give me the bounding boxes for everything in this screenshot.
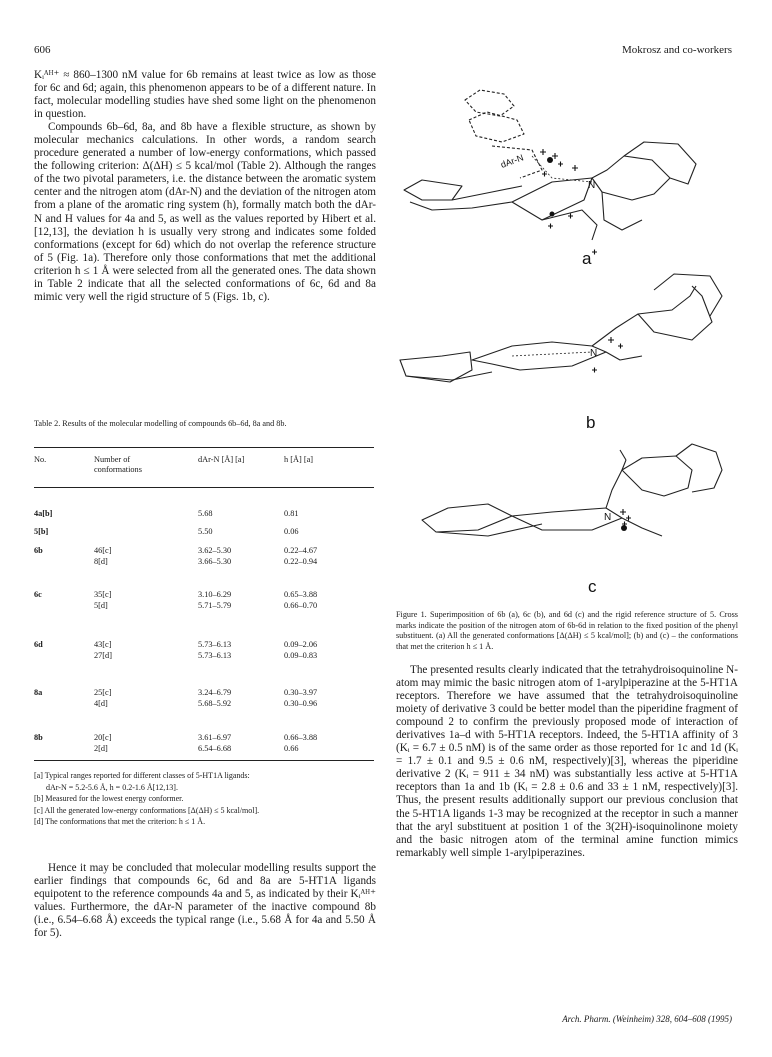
table-rule-mid	[34, 487, 374, 488]
table-cell-n: 8[d]	[94, 557, 108, 566]
table-cell-h: 0.66–3.88	[284, 733, 318, 742]
table-cell-n: 27[d]	[94, 651, 112, 660]
footnote-b: [b] Measured for the lowest energy conformer.	[34, 794, 184, 803]
paragraph-conclusion: Hence it may be concluded that molecular modelling results support the earlier findings that compounds 6c, 6d and 8a are 5-HT1A ligands equipotent to the reference compounds 4a and 5, as indicated by their Kᵢᴬᴴ⁺ values. Furthermore, the dAr-N parameter of the inactive compound 8b (i.e., 6.54–6.68 Å) exceeds the typical range (i.e., 5.68 Å for 4a and 5.50 Å for 5).	[34, 862, 376, 940]
panel-b-structures	[400, 274, 722, 382]
table-cell-n: 35[c]	[94, 590, 112, 599]
table-cell-h: 0.30–0.96	[284, 699, 318, 708]
footnote-c: [c] All the generated low-energy conformations [Δ(ΔH) ≤ 5 kcal/mol].	[34, 805, 260, 815]
table-cell-no: 8a	[34, 688, 43, 697]
table-caption: Table 2. Results of the molecular modelling of compounds 6b–6d, 8a and 8b.	[34, 419, 287, 428]
panel-label-b: b	[586, 413, 596, 432]
table-cell-h: 0.66	[284, 744, 299, 753]
table-cell-d: 3.62–5.30	[198, 546, 232, 555]
table-footnotes	[34, 770, 379, 828]
table-cell-no: 5[b]	[34, 527, 49, 536]
table-cell-no: 6d	[34, 640, 43, 649]
table-cell-d: 5.73–6.13	[198, 640, 232, 649]
nitrogen-cross-marks	[540, 149, 631, 527]
panel-label-c: c	[588, 577, 597, 596]
figure-superimposition	[392, 60, 742, 600]
table-cell-h: 0.09–2.06	[284, 640, 318, 649]
paragraph-results: The presented results clearly indicated that the tetrahydroisoquinoline N-atom may mimic the basic nitrogen atom of 1-arylpiperazine at the 5-HT1A receptors. Therefore we have assumed that the tetrahydroisoquinoline moiety of derivative 3 could be better model than the piperidine fragment of compound 2 to confirm the previously proposed mode of interaction of derivatives 1a–d with 5-HT1A receptors. Indeed, the 5-HT1A affinity of 3 (Kᵢ = 6.7 ± 0.5 nM) is of the same order as those reported for 1c and 1d (Kᵢ = 1.7 ± 0.1 and 9.5 ± 0.6 nM, respectively)[3], whereas the piperidine derivative 2 (Kᵢ = 911 ± 34 nM) was substantially less active at 5-HT1A receptors than 1a and 1b (Kᵢ = 2.8 ± 0.6 and 33 ± 1 nM, respectively)[3]. Thus, the present results additionally support our previous conclusion that the 5-HT1A ligands 1-3 may be recognized at the receptor in such a manner that the aryl substituent at position 1 of the 3(2H)-isoquinolinone moiety and the basic nitrogen atom of the terminal amine function mimics remarkably well simple 1-arylpiperazines.	[396, 664, 738, 859]
table-cell-h: 0.22–4.67	[284, 546, 318, 555]
panel-a-structures	[404, 90, 696, 240]
table-cell-h: 0.66–0.70	[284, 601, 318, 610]
table-cell-n: 25[c]	[94, 688, 112, 697]
table-cell-no: 4a[b]	[34, 509, 53, 518]
distance-label: dAr-N	[499, 152, 525, 170]
table-rule-top	[34, 447, 374, 448]
nitrogen-label-b: N	[590, 348, 598, 359]
table-cell-d: 3.66–5.30	[198, 557, 232, 566]
table-cell-no: 8b	[34, 733, 43, 742]
col-header-dar-n: dAr-N [Å] [a]	[198, 455, 245, 464]
table-cell-d: 5.71–5.79	[198, 601, 232, 610]
table-cell-h: 0.65–3.88	[284, 590, 318, 599]
table-cell-d: 3.10–6.29	[198, 590, 232, 599]
col-header-no: No.	[34, 455, 47, 464]
nitrogen-label-c: N	[604, 512, 612, 523]
table-cell-n: 43[c]	[94, 640, 112, 649]
table-cell-h: 0.81	[284, 509, 299, 518]
table-cell-h: 0.09–0.83	[284, 651, 318, 660]
paragraph-intro: Kᵢᴬᴴ⁺ ≈ 860–1300 nM value for 6b remains at least twice as low as those for 6c and 6d; again, this phenomenon appears to be of a different nature. In fact, molecular modelling studies have shed some light on the phenomenon in question.	[34, 69, 376, 121]
table-cell-no: 6c	[34, 590, 42, 599]
panel-b-distance-line	[512, 352, 592, 356]
table-rule-bottom	[34, 760, 374, 761]
cross-mark-clusters	[547, 157, 627, 531]
table-cell-h: 0.22–0.94	[284, 557, 318, 566]
table-cell-d: 5.73–6.13	[198, 651, 232, 660]
left-column	[34, 69, 376, 304]
panel-label-a: a	[582, 249, 592, 268]
col-header-h: h [Å] [a]	[284, 455, 314, 464]
table-cell-n: 5[d]	[94, 601, 108, 610]
table-cell-n: 46[c]	[94, 546, 112, 555]
right-column	[396, 664, 738, 860]
table-cell-d: 5.68–5.92	[198, 699, 232, 708]
table-cell-d: 3.61–6.97	[198, 733, 232, 742]
table-cell-n: 20[c]	[94, 733, 112, 742]
panel-c-structures	[422, 444, 722, 536]
table-cell-d: 5.68	[198, 509, 213, 518]
running-head: Mokrosz and co-workers	[622, 44, 732, 56]
left-column-bottom	[34, 862, 376, 940]
footnote-a: [a] Typical ranges reported for different classes of 5-HT1A ligands:	[34, 771, 250, 780]
table-cell-n: 2[d]	[94, 744, 108, 753]
table-cell-d: 6.54–6.68	[198, 744, 232, 753]
table-cell-d: 5.50	[198, 527, 213, 536]
journal-citation: Arch. Pharm. (Weinheim) 328, 604–608 (1995)	[562, 1014, 732, 1024]
col-header-conformations: Number of conformations	[94, 455, 142, 474]
footnote-a-range: dAr-N = 5.2-5.6 Å, h = 0.2-1.6 Å[12,13].	[46, 782, 178, 792]
nitrogen-label-a: N	[588, 180, 596, 191]
table-cell-h: 0.06	[284, 527, 299, 536]
table-cell-h: 0.30–3.97	[284, 688, 318, 697]
page-number: 606	[34, 44, 51, 56]
table-cell-d: 3.24–6.79	[198, 688, 232, 697]
table-cell-n: 4[d]	[94, 699, 108, 708]
figure-caption: Figure 1. Superimposition of 6b (a), 6c (b), and 6d (c) and the rigid reference structure of 5. Cross marks indicate the position of the nitrogen atom of 6b-6d in relation to the fixed position of the phenyl substituent. (a) All the generated conformations [Δ(ΔH) ≤ 5 kcal/mol]; (b) and (c) – the conformations that met the criterion h ≤ 1 Å.	[396, 610, 738, 651]
footnote-d: [d] The conformations that met the criterion: h ≤ 1 Å.	[34, 817, 206, 826]
table-cell-no: 6b	[34, 546, 43, 555]
paragraph-modelling: Compounds 6b–6d, 8a, and 8b have a flexible structure, as shown by molecular mechanics calculations. In other words, a random search procedure generated a number of low-energy conformations, which passed the following criterion: Δ(ΔH) ≤ 5 kcal/mol (Table 2). Although the ranges of the two pivotal parameters, i.e. the distance between the aromatic system center and the nitrogen atom (dAr-N) and the deviation of the nitrogen atom from a plane of the aromatic ring system (h), formally match both the dAr-N and H values for 4a and 5, as well as the values reported by Hibert et al.[12,13], the deviation h is usually very strong and indicates some folded conformations (except for 6d) which do not overlap the reference structure of 5 (Fig. 1a). Therefore only those conformations that met the additional criterion h ≤ 1 Å were selected from all the generated ones. The data shown in Table 2 indicate that all the selected conformations of 6c, 6d and 8a mimic very well the rigid structure of 5 (Figs. 1b, c).	[34, 121, 376, 303]
